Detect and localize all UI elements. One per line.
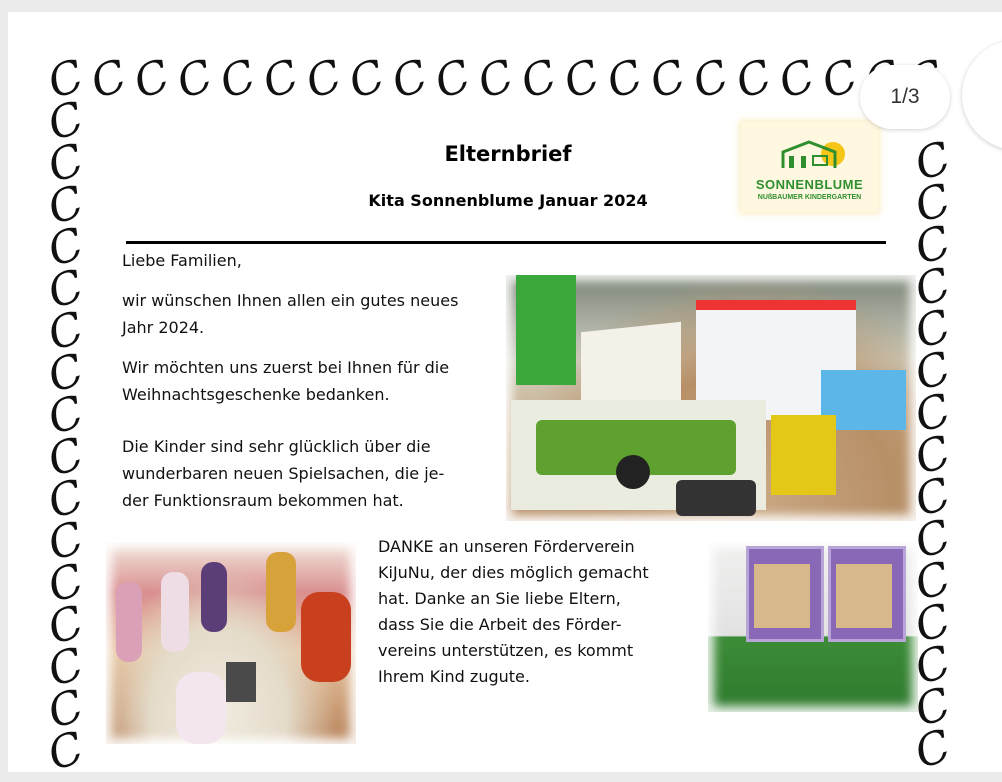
ornament-swirl-icon (385, 55, 435, 105)
kita-logo (741, 122, 878, 212)
document-title: Elternbrief (444, 142, 572, 166)
ornament-swirl-icon (686, 55, 736, 105)
ornament-swirl-icon (170, 55, 220, 105)
logo-name: SONNENBLUME (755, 177, 864, 192)
ornament-swirl-icon (815, 55, 865, 105)
happy-line: wunderbaren neuen Spielsachen, die je- (122, 464, 445, 483)
letter-page (8, 12, 1002, 772)
danke-line: Ihrem Kind zugute. (378, 667, 530, 686)
ornament-swirl-icon (600, 55, 650, 105)
happy-paragraph (122, 433, 444, 514)
ornament-swirl-icon (299, 55, 349, 105)
page-indicator: 1/3 (860, 65, 950, 129)
ornament-swirl-icon (127, 55, 177, 105)
danke-line: KiJuNu, der dies möglich gemacht (378, 563, 649, 582)
happy-line: Die Kinder sind sehr glücklich über die (122, 437, 431, 456)
thanks-paragraph (122, 354, 449, 408)
children-photo (106, 542, 356, 744)
wish-line: wir wünschen Ihnen allen ein gutes neues (122, 291, 459, 310)
ornament-swirl-icon (908, 725, 958, 775)
wish-paragraph (122, 287, 458, 341)
document-subtitle: Kita Sonnenblume Januar 2024 (368, 191, 648, 210)
ornament-swirl-icon (428, 55, 478, 105)
house-sun-icon (779, 140, 851, 170)
logo-tagline: NUßBAUMER KINDERGARTEN (757, 194, 862, 201)
ornament-swirl-icon (772, 55, 822, 105)
danke-line: DANKE an unseren Förderverein (378, 537, 635, 556)
ornament-swirl-icon (41, 727, 91, 777)
thanks-line: Wir möchten uns zuerst bei Ihnen für die (122, 358, 450, 377)
danke-line: dass Sie die Arbeit des Förder- (378, 615, 622, 634)
ornament-swirl-icon (213, 55, 263, 105)
danke-line: hat. Danke an Sie liebe Eltern, (378, 589, 621, 608)
title-divider (126, 241, 886, 244)
happy-line: der Funktionsraum bekommen hat. (122, 491, 404, 510)
ornament-swirl-icon (84, 55, 134, 105)
ornament-swirl-icon (471, 55, 521, 105)
ornament-swirl-icon (557, 55, 607, 105)
wish-line: Jahr 2024. (122, 318, 205, 337)
toys-photo (506, 275, 916, 521)
danke-line: vereins unterstützen, es kommt (378, 641, 634, 660)
kinetic-sand-photo (708, 542, 918, 712)
ornament-swirl-icon (256, 55, 306, 105)
ornament-swirl-icon (643, 55, 693, 105)
ornament-swirl-icon (514, 55, 564, 105)
danke-paragraph (378, 534, 649, 690)
greeting-text: Liebe Familien, (122, 251, 242, 270)
ornament-swirl-icon (729, 55, 779, 105)
thanks-line: Weihnachtsgeschenke bedanken. (122, 385, 390, 404)
ornament-swirl-icon (342, 55, 392, 105)
